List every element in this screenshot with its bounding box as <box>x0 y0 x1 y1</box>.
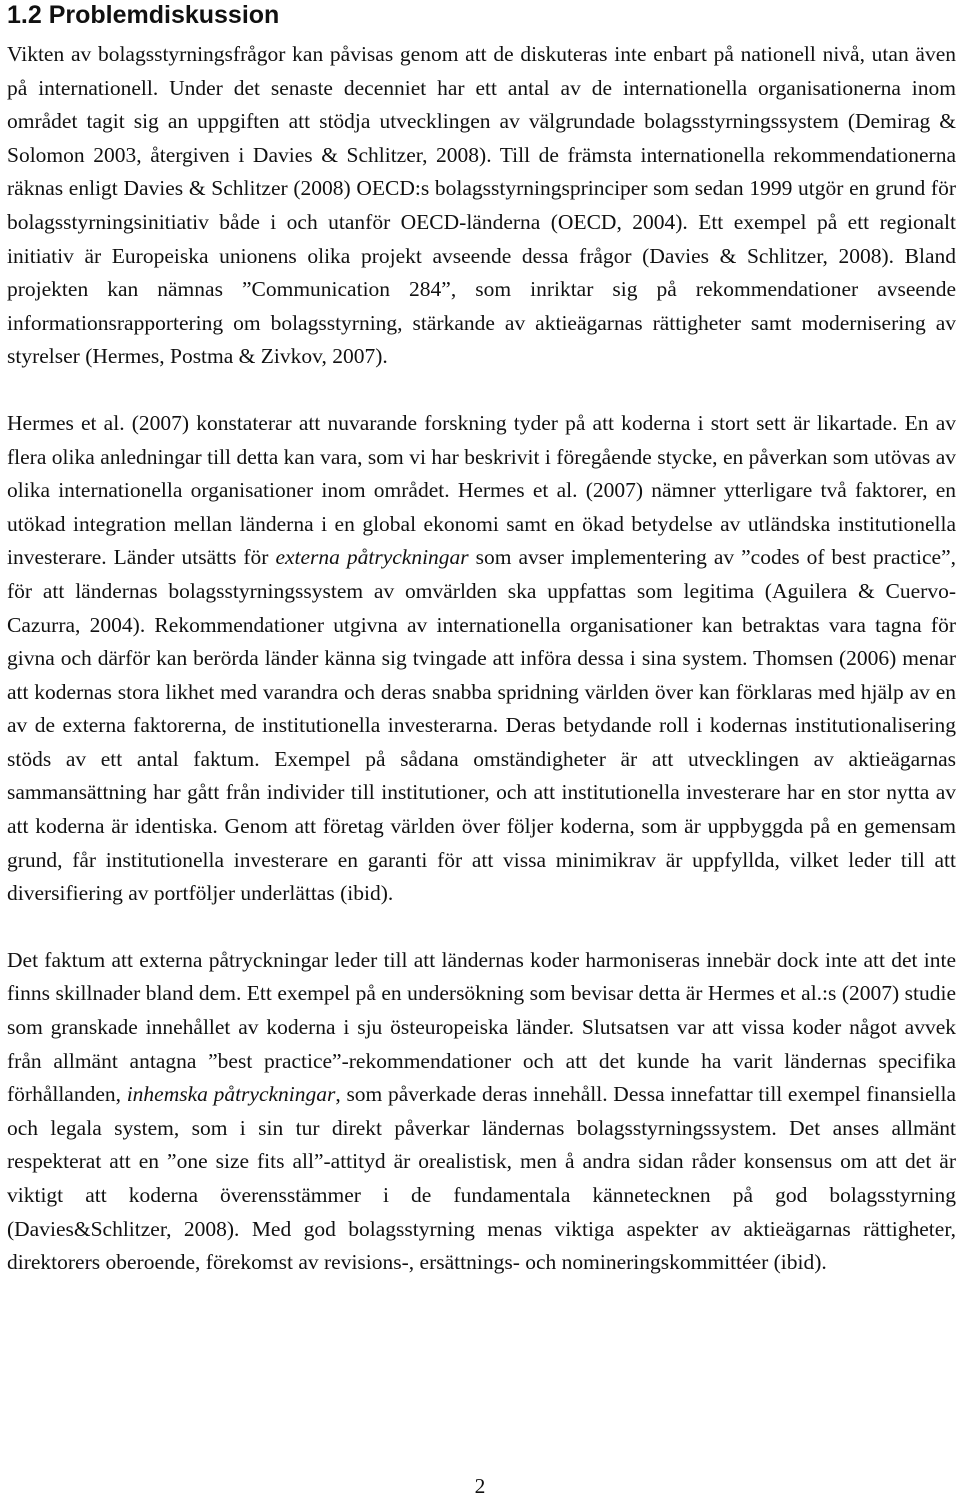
paragraph-1 <box>7 38 956 374</box>
paragraph-3-text-a: Det faktum att externa påtryckningar leder till att ländernas koder harmoniseras innebär dock inte att det inte finns skillnader bland dem. Ett exempel på en undersökning som bevisar detta är Hermes et al.:s (2007) studie som granskade innehållet av koderna i sju östeuropeiska länder. Slutsatsen var att vissa koder något avvek från allmänt antagna ”best practice”-rekommendationer och att det kunde ha varit ländernas specifika förhållanden, <box>7 947 956 1107</box>
paragraph-3-emphasis: inhemska påtryckningar <box>126 1082 336 1107</box>
section-heading: 1.2 Problemdiskussion <box>7 1 280 29</box>
paragraph-2-emphasis: externa påtryckningar <box>275 545 469 570</box>
paragraph-2-text-b: som avser implementering av ”codes of best practice”, för att ländernas bolagsstyrningssystem av omvärlden ska uppfattas som legitima (Aguilera & Cuervo-Cazurra, 2004). Rekommendationer utgivna av internationella organisationer kan betraktas vara tagna för givna och därför kan berörda länder känna sig tvingade att införa dessa i sina system. Thomsen (2006) menar att kodernas stora likhet med varandra och deras snabba spridning världen över kan förklaras med hjälp av en av de externa faktorerna, de institutionella investerarna. Deras betydande roll i kodernas institutionalisering stöds av ett antal faktum. Exempel på sådana omständigheter är att utvecklingen av aktieägarnas sammansättning har gått från individer till institutioner, och att institutionella investerare har en stor nytta av att koderna är identiska. Genom att företag världen över följer koderna, som är uppbyggda på en gemensam grund, får institutionella investerare en garanti för att vissa minimikrav är uppfyllda, vilket leder till att diversifiering av portföljer underlättas (ibid). <box>7 545 957 906</box>
paragraph-2 <box>7 407 956 911</box>
document-page <box>7 0 956 1280</box>
paragraph-3 <box>7 944 956 1280</box>
paragraph-2-text-a: Hermes et al. (2007) konstaterar att nuvarande forskning tyder på att koderna i stort sett är likartade. En av flera olika anledningar till detta kan vara, som vi har beskrivit i föregående stycke, en påverkan som utövas av olika internationella organisationer inom området. Hermes et al. (2007) nämner ytterligare två faktorer, en utökad integration mellan länderna i en global ekonomi samt en ökad betydelse av utländska institutionella investerare. Länder utsätts för <box>7 410 956 570</box>
page-number: 2 <box>474 1474 486 1498</box>
paragraph-3-text-b: , som påverkade deras innehåll. Dessa innefattar till exempel finansiella och legala system, som i sin tur direkt påverkar ländernas bolagsstyrningssystem. Det anses allmänt respekterat att en ”one size fits all”-attityd är orealistisk, men å andra sidan råder konsensus om att det är viktigt att koderna överensstämmer i de fundamentala kännetecknen på god bolagsstyrning (Davies&Schlitzer, 2008). Med god bolagsstyrning menas viktiga aspekter av aktieägarnas rättigheter, direktorers oberoende, förekomst av revisions-, ersättnings- och nomineringskommittéer (ibid). <box>7 1082 956 1275</box>
paragraph-1-text: Vikten av bolagsstyrningsfrågor kan påvisas genom att de diskuteras inte enbart på nationell nivå, utan även på internationell. Under det senaste decenniet har ett antal av de internationella organisationerna inom området tagit sig an uppgiften att stödja utvecklingen av välgrundade bolagsstyrningssystem (Demirag & Solomon 2003, återgiven i Davies & Schlitzer, 2008). Till de främsta internationella rekommendationerna räknas enligt Davies & Schlitzer (2008) OECD:s bolagsstyrningsprinciper som sedan 1999 utgör en grund för bolagsstyrningsinitiativ både i och utanför OECD-länderna (OECD, 2004). Ett exempel på ett regionalt initiativ är Europeiska unionens olika projekt avseende dessa frågor (Davies & Schlitzer, 2008). Bland projekten kan nämnas ”Communication 284”, som inriktar sig på rekommendationer avseende informationsrapportering om bolagsstyrning, stärkande av aktieägarnas rättigheter samt modernisering av styrelser (Hermes, Postma & Zivkov, 2007). <box>7 42 956 369</box>
